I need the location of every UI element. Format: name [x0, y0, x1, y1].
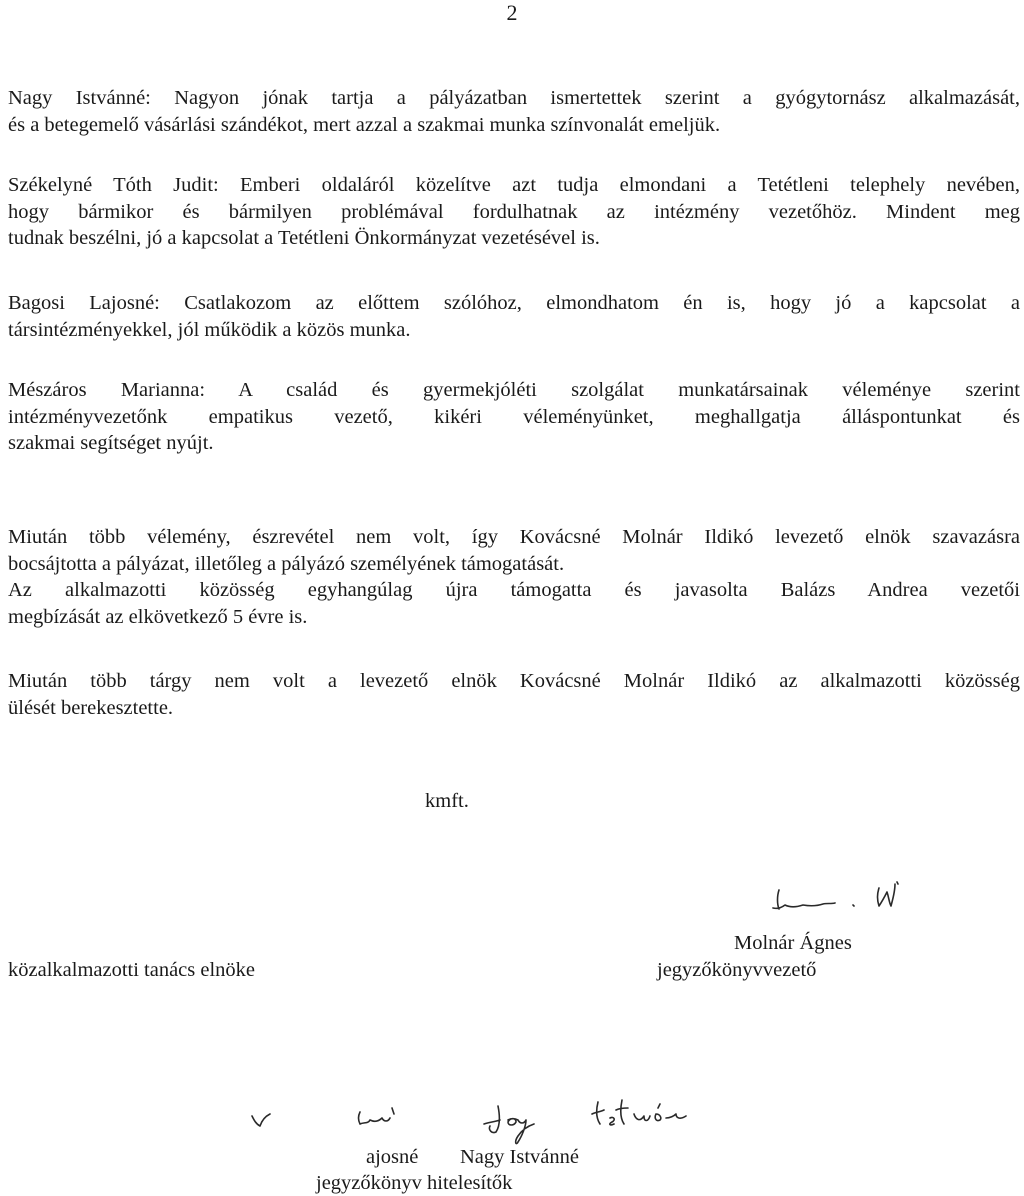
paragraph-line: és a betegemelő vásárlási szándékot, mert azzal a szakmai munka színvonalát emeljük.	[8, 113, 721, 136]
signature-verifier-bagosi	[250, 1102, 450, 1142]
paragraph-line: társintézményekkel, jól működik a közös munka.	[8, 318, 411, 341]
signer-role-jegyzokonyvvezeto: jegyzőkönyvvezető	[657, 959, 817, 981]
paragraph-line: bocsájtotta a pályázat, illetőleg a pályázó személyének támogatását.	[8, 552, 565, 575]
paragraph-line: hogy bármikor és bármilyen problémával fordulhatnak az intézmény vezetőhöz. Mindent meg	[8, 200, 1020, 223]
paragraph-szavazas	[8, 524, 1020, 630]
paragraph-line: Miután több vélemény, észrevétel nem volt, így Kovácsné Molnár Ildikó levezető elnök szavazásra	[8, 526, 1020, 548]
paragraph-line: Nagy Istvánné: Nagyon jónak tartja a pályázatban ismertettek szerint a gyógytornász alkalmazását,	[8, 87, 1020, 109]
paragraph-szekelyne-toth-judit	[8, 172, 1020, 252]
paragraph-line: ülését berekesztette.	[8, 696, 174, 719]
verifiers-role-hitelesitok: jegyzőkönyv hitelesítők	[316, 1172, 513, 1194]
paragraph-meszaros-marianna	[8, 377, 1020, 457]
signer-role-tanacs-elnoke: közalkalmazotti tanács elnöke	[8, 959, 256, 981]
signature-molnar-agnes	[765, 878, 915, 916]
paragraph-line: szakmai segítséget nyújt.	[8, 432, 214, 454]
paragraph-line: Bagosi Lajosné: Csatlakozom az előttem szólóhoz, elmondhatom én is, hogy jó a kapcsolat a	[8, 292, 1020, 314]
paragraph-bagosi-lajosne	[8, 290, 1020, 343]
verifier-name-ajosne: ajosné	[366, 1146, 419, 1168]
paragraph-line: Miután több tárgy nem volt a levezető elnök Kovácsné Molnár Ildikó az alkalmazotti közösség	[8, 670, 1020, 692]
paragraph-berekesztes	[8, 668, 1020, 721]
verifier-name-nagy-istvanne: Nagy Istvánné	[460, 1146, 579, 1168]
paragraph-line: intézményvezetőnk empatikus vezető, kikéri véleményünket, meghallgatja álláspontunkat és	[8, 405, 1020, 428]
paragraph-line: Az alkalmazotti közösség egyhangúlag újra támogatta és javasolta Balázs Andrea vezetői	[8, 579, 1020, 601]
closing-kmft: kmft.	[425, 790, 469, 812]
paragraph-nagy-istvanne	[8, 85, 1020, 138]
paragraph-line: tudnak beszélni, jó a kapcsolat a Tetétleni Önkormányzat vezetésével is.	[8, 227, 600, 249]
paragraph-line: Mészáros Marianna: A család és gyermekjóléti szolgálat munkatársainak véleménye szerint	[8, 379, 1020, 401]
signer-name-molnar-agnes: Molnár Ágnes	[734, 932, 852, 954]
page-number: 2	[506, 0, 518, 25]
paragraph-line: Székelyné Tóth Judit: Emberi oldaláról közelítve azt tudja elmondani a Tetétleni telephely nevében,	[8, 174, 1020, 196]
paragraph-line: megbízását az elkövetkező 5 évre is.	[8, 605, 308, 628]
